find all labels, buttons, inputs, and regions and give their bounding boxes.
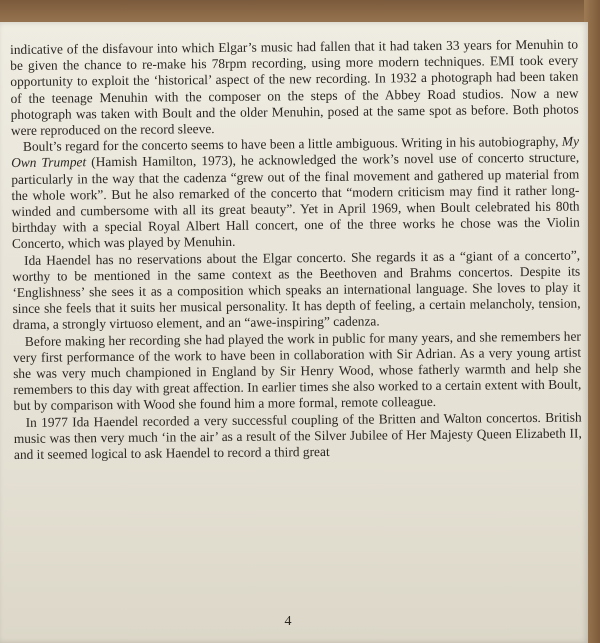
paragraph-britten-walton: In 1977 Ida Haendel recorded a very successful coupling of the Britten and Walton concertos. British music was then very much ‘in the air’ as a result of the Silver Jubilee of Her Majesty Queen Elizabeth II, and it seemed logical to ask Haendel to record a third great [13,409,582,463]
paragraph-menuhin-recording: indicative of the disfavour into which Elgar’s music had fallen that it had taken 33 years for Menuhin to be given the chance to re-make his 78rpm recording, using more modern techniques. EMI took every opportunity to exploit the ‘historical’ aspect of the new recording. In 1932 a photograph had been taken of the teenage Menuhin with the composer on the steps of the Abbey Road studios. Now a new photograph was taken with Boult and the older Menuhin, posed at the same spot as before. Both photos were reproduced on the record sleeve. [10,36,579,139]
paragraph-haendel-performance: Before making her recording she had played the work in public for many years, and she remembers her very first performance of the work to have been in collaboration with Sir Adrian. As a very young artist she was very much championed in England by Sir Henry Wood, whose fatherly warmth and help she remembers to this day with great affection. In earlier times she also worked to a certain extent with Boult, but by comparison with Wood she found him a more formal, remote colleague. [12,328,582,414]
paragraph-haendel-reservations: Ida Haendel has no reservations about the Elgar concerto. She regards it as a “giant of a concerto”, worthy to be mentioned in the same context as the Beethoven and Brahms concertos. Despite its ‘Englishness’ she sees it as a composition which speaks an international language. She loves to play it since she feels that it suits her musical personality. It has depth of feeling, a certain melancholy, tension, drama, a strongly virtuoso element, and an “awe-inspiring” cadenza. [12,247,581,333]
page-number: 4 [284,614,292,629]
paragraph-boult-text-start: Boult’s regard for the concerto seems to have been a little ambiguous. Writing in his autobiography, [22,133,562,155]
paragraph-boult-text-end: (Hamish Hamilton, 1973), he acknowledged the work’s novel use of concerto structure, particularly in the way that the cadenza “grew out of the final movement and gathered up material from the whole work”. But he also remarked of the concerto that “modern criticism may find it rather long-winded and cumbersome with all its great beauty”. Yet in April 1969, when Boult celebrated his 80th birthday with a special Royal Albert Hall concert, one of the three works he chose was the Violin Concerto, which was played by Menuhin. [11,149,580,252]
booklet-page [0,22,588,643]
body-text [10,37,582,464]
book-title-italic: My Own Trumpet [11,133,580,171]
paragraph-boult-regard [11,134,580,253]
